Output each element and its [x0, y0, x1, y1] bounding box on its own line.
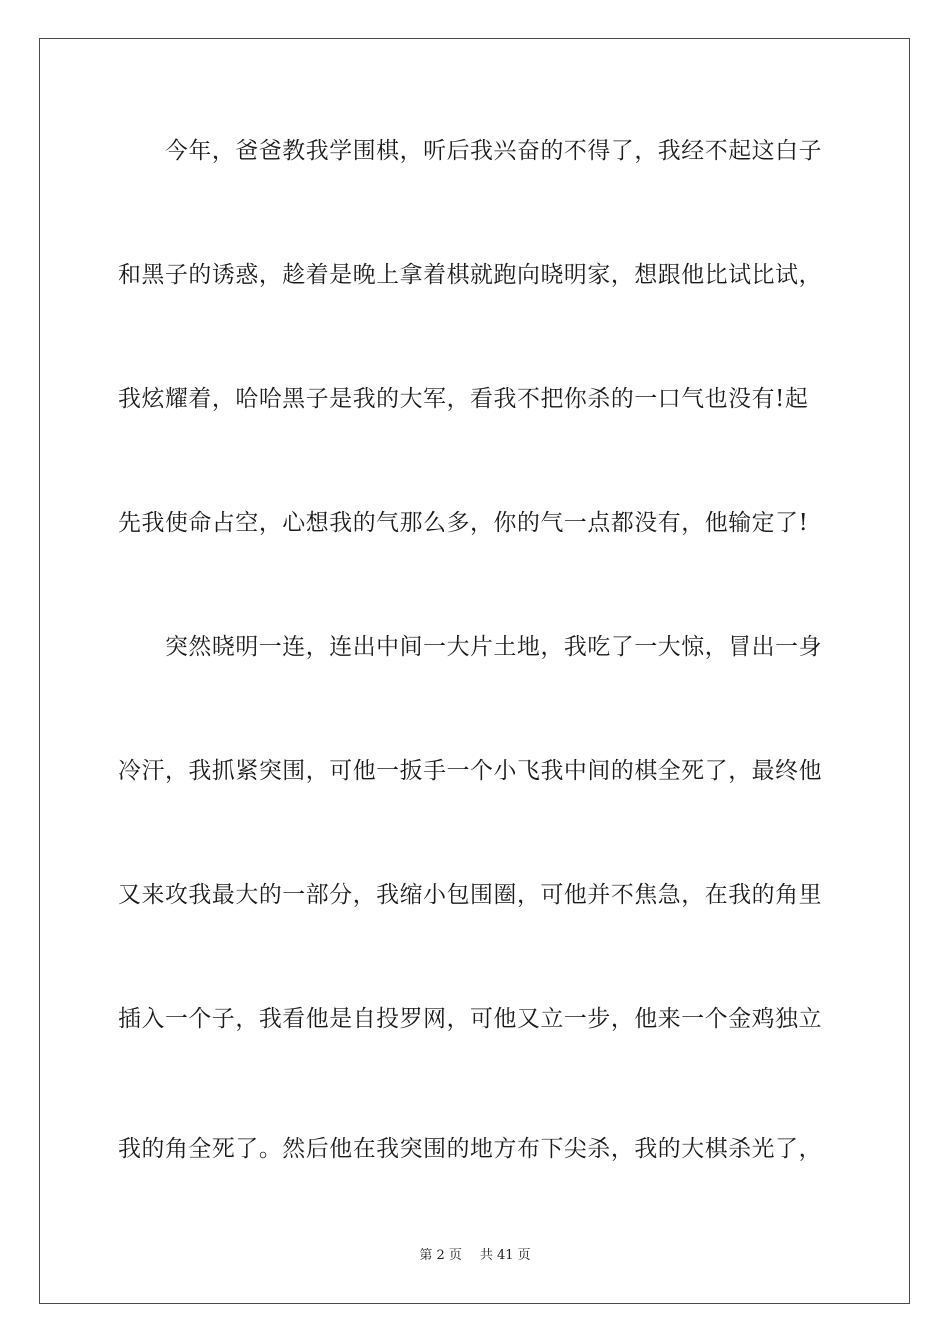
text-line: 我炫耀着，哈哈黑子是我的大军，看我不把你杀的一口气也没有!起 — [118, 386, 809, 412]
page-number: 第 2 页 — [419, 1248, 462, 1263]
text-line: 突然晓明一连，连出中间一大片土地，我吃了一大惊，冒出一身 — [118, 634, 823, 660]
text-line: 今年，爸爸教我学围棋，听后我兴奋的不得了，我经不起这白子 — [118, 138, 823, 164]
page-border — [39, 38, 910, 1304]
text-line: 又来攻我最大的一部分，我缩小包围圈，可他并不焦急，在我的角里 — [118, 882, 823, 908]
text-line: 我的角全死了。然后他在我突围的地方布下尖杀，我的大棋杀光了， — [118, 1136, 823, 1162]
text-line: 冷汗，我抓紧突围，可他一扳手一个小飞我中间的棋全死了，最终他 — [118, 758, 823, 784]
page-total: 共 41 页 — [479, 1248, 531, 1263]
page-footer — [0, 1248, 950, 1264]
text-line: 插入一个子，我看他是自投罗网，可他又立一步，他来一个金鸡独立 — [118, 1006, 823, 1032]
text-line: 和黑子的诱惑，趁着是晚上拿着棋就跑向晓明家，想跟他比试比试， — [118, 262, 823, 288]
text-line: 先我使命占空，心想我的气那么多，你的气一点都没有，他输定了! — [118, 510, 809, 536]
